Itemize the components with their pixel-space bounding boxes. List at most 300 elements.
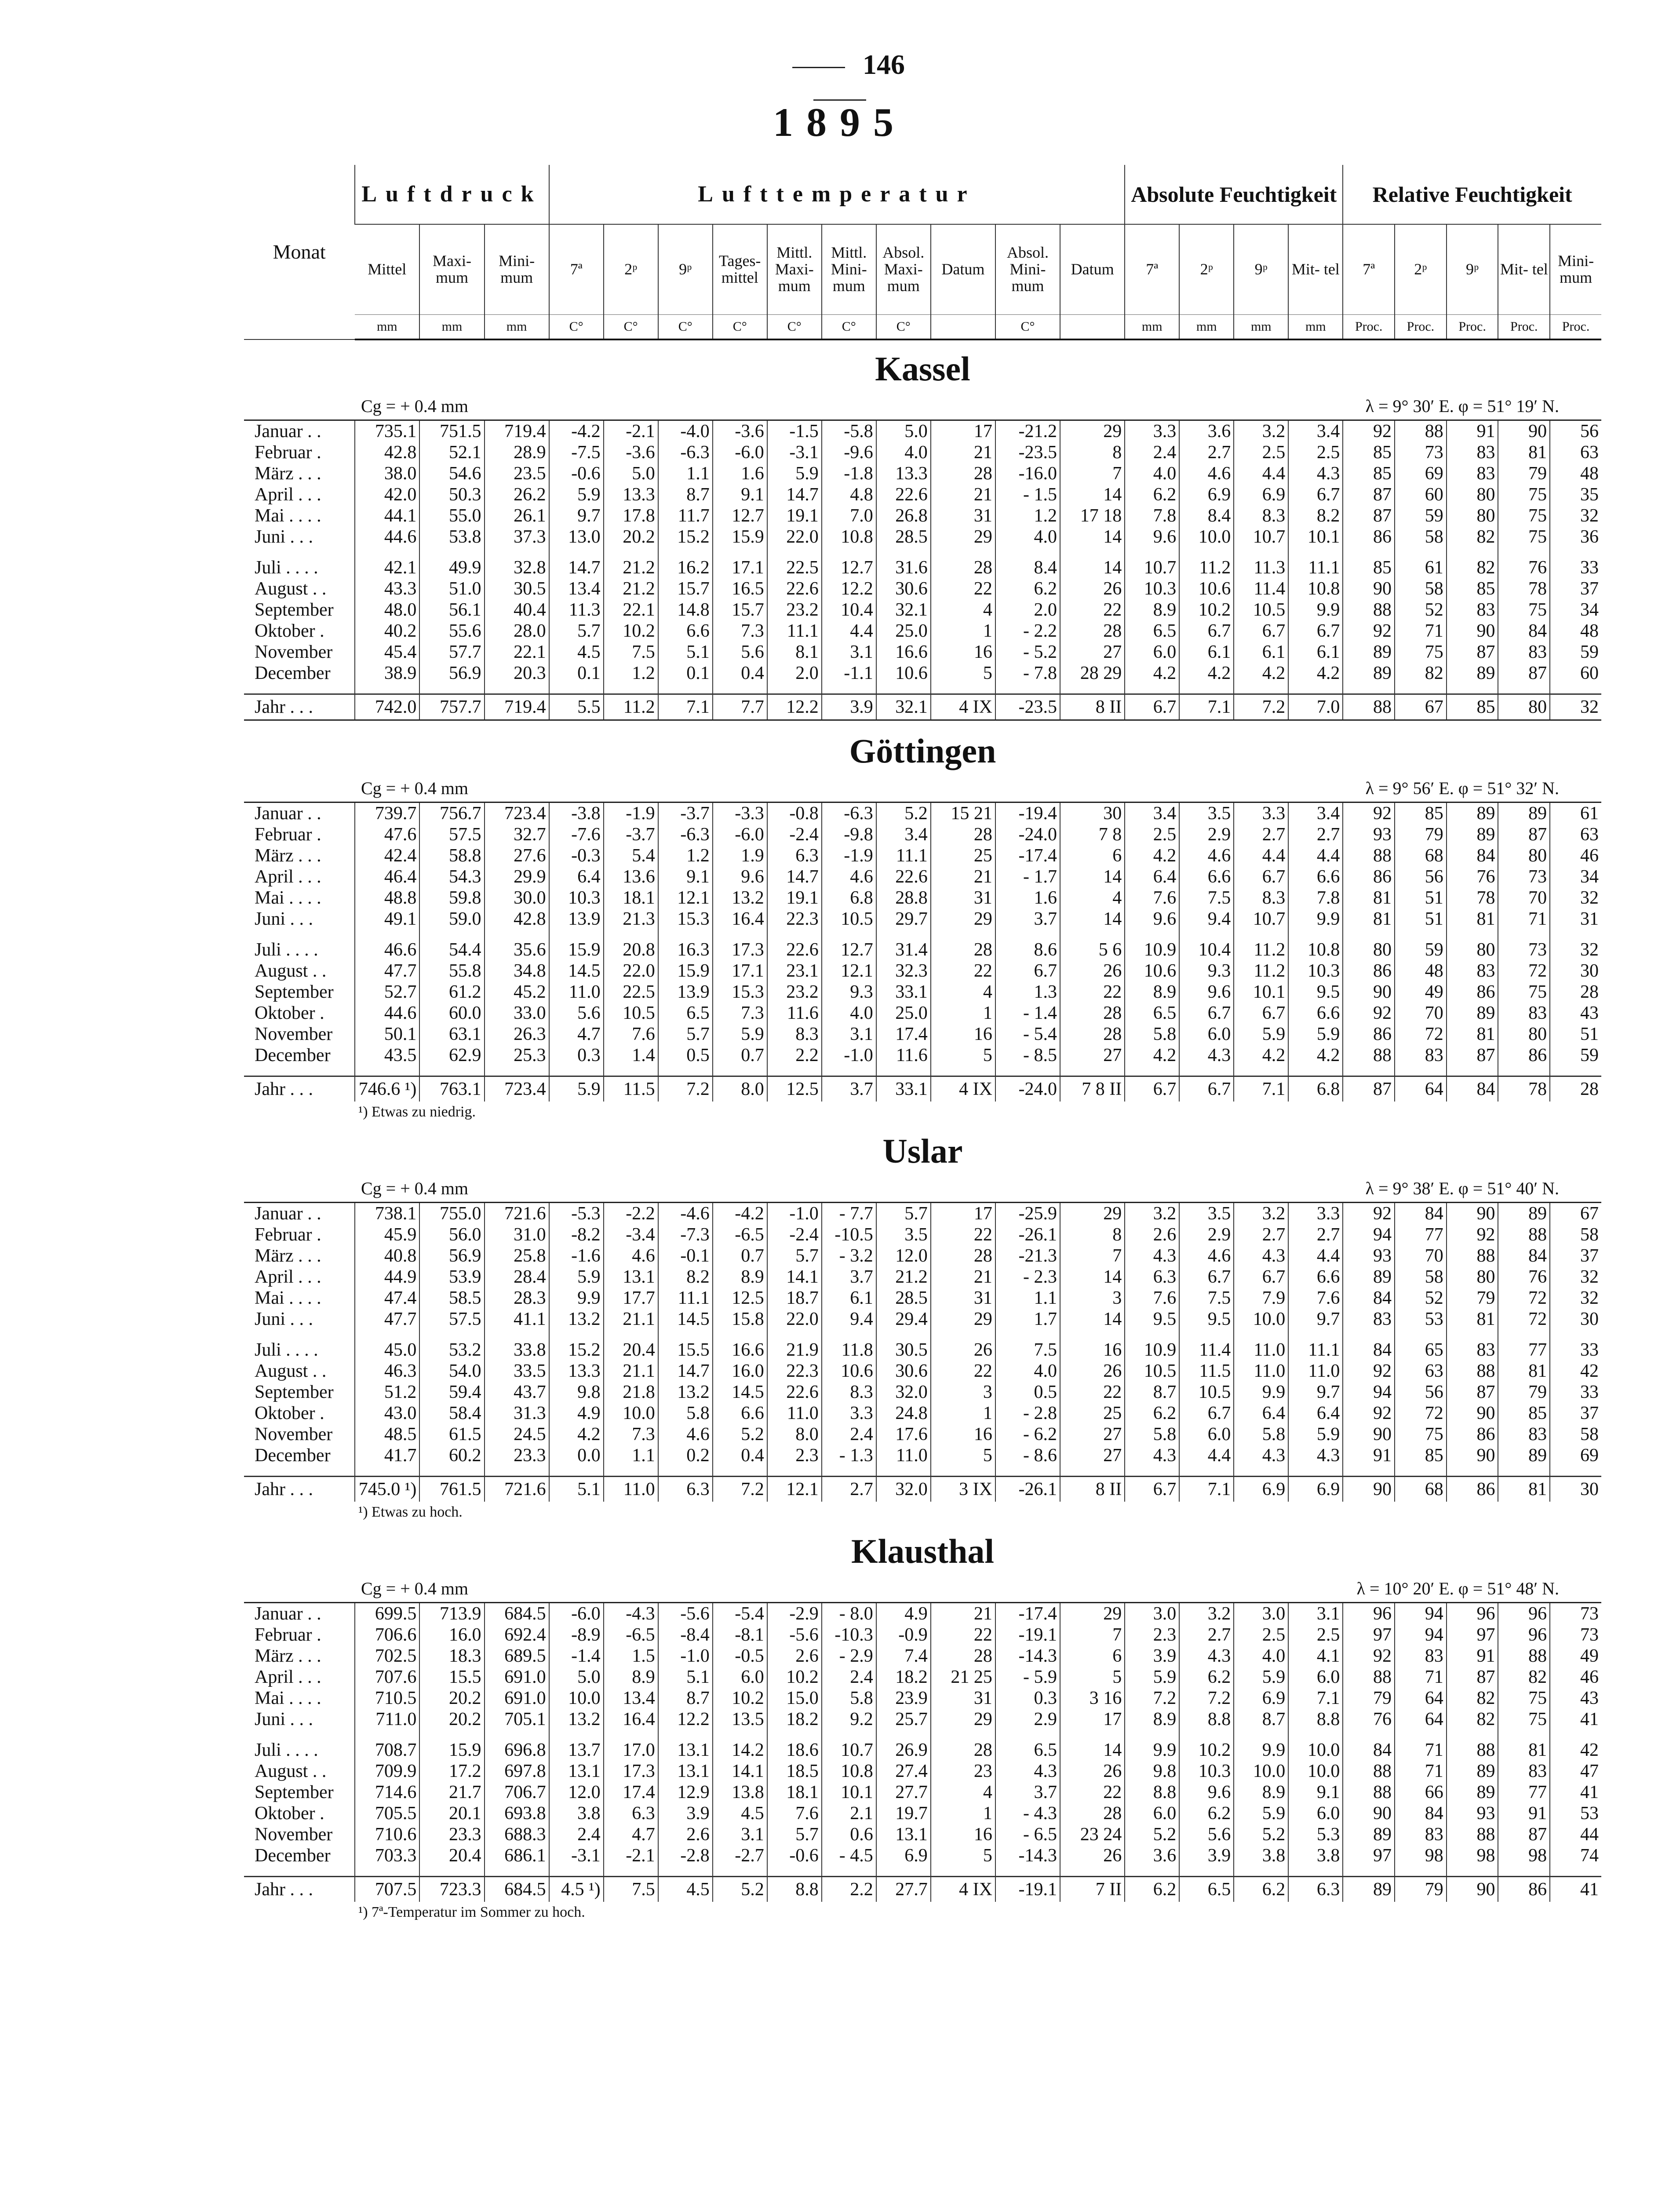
data-cell: 10.2 xyxy=(713,1688,767,1709)
data-cell: 81 xyxy=(1447,908,1498,930)
data-cell: 11.6 xyxy=(767,1003,822,1024)
data-cell: 26.8 xyxy=(876,505,931,526)
data-cell: 55.0 xyxy=(419,505,484,526)
data-cell: 18.6 xyxy=(767,1740,822,1761)
data-cell: 693.8 xyxy=(485,1803,549,1824)
data-cell: 7 xyxy=(1060,1624,1125,1645)
data-cell: 14 xyxy=(1060,484,1125,505)
data-cell: 22.6 xyxy=(767,939,822,960)
data-cell: 28.0 xyxy=(485,620,549,642)
month-label: Februar . xyxy=(255,442,321,463)
data-cell: 10.5 xyxy=(1125,1361,1179,1382)
data-cell: 708.7 xyxy=(355,1740,419,1761)
data-cell: 36 xyxy=(1550,526,1601,547)
data-cell: 6.1 xyxy=(1179,642,1234,663)
data-cell: 7.6 xyxy=(1125,887,1179,908)
data-cell: 47.6 xyxy=(355,824,419,845)
table-row xyxy=(244,484,1601,505)
data-cell: - 7.7 xyxy=(822,1203,876,1225)
data-cell: 27 xyxy=(1060,1445,1125,1466)
spacer-cell xyxy=(658,547,713,557)
data-cell: 38.0 xyxy=(355,463,419,484)
data-cell: 10.1 xyxy=(1288,526,1343,547)
data-cell: 10.1 xyxy=(1234,981,1288,1003)
data-cell: 30 xyxy=(1060,803,1125,824)
year-cell: 5.2 xyxy=(713,1877,767,1902)
spacer-cell xyxy=(658,684,713,694)
data-cell: 20.4 xyxy=(419,1845,484,1866)
data-cell: 11.1 xyxy=(658,1288,713,1309)
data-cell: -1.6 xyxy=(549,1245,604,1266)
data-cell: 17 xyxy=(1060,1709,1125,1730)
data-cell: 710.5 xyxy=(355,1688,419,1709)
data-cell: 13.3 xyxy=(876,463,931,484)
data-cell: 686.1 xyxy=(485,1845,549,1866)
month-label: Oktober . xyxy=(255,1403,324,1423)
data-cell: 3.6 xyxy=(1179,420,1234,442)
data-cell: 47 xyxy=(1550,1761,1601,1782)
data-cell: 11.0 xyxy=(1234,1361,1288,1382)
spacer-cell xyxy=(549,1466,604,1477)
data-cell: 4.4 xyxy=(1234,845,1288,866)
header-unit-col-0: mm xyxy=(355,315,419,340)
data-cell: 53 xyxy=(1550,1803,1601,1824)
year-cell: 79 xyxy=(1395,1877,1447,1902)
data-cell: 54.4 xyxy=(419,939,484,960)
data-cell: 15.9 xyxy=(549,939,604,960)
data-cell: 41.7 xyxy=(355,1445,419,1466)
year-cell: 7.2 xyxy=(658,1076,713,1102)
data-cell: -7.3 xyxy=(658,1224,713,1245)
spacer-cell xyxy=(485,1866,549,1877)
year-cell: 3.9 xyxy=(822,694,876,720)
data-cell: 51 xyxy=(1395,908,1447,930)
data-cell: -2.4 xyxy=(767,1224,822,1245)
data-cell: 3.1 xyxy=(822,642,876,663)
data-cell: 16.0 xyxy=(419,1624,484,1645)
data-cell: 56 xyxy=(1395,1382,1447,1403)
spacer-cell xyxy=(1125,1730,1179,1740)
data-cell: 2.5 xyxy=(1288,1624,1343,1645)
table-row xyxy=(244,908,1601,930)
data-cell: 89 xyxy=(1498,1445,1550,1466)
data-cell: 88 xyxy=(1343,845,1395,866)
data-cell: 15 21 xyxy=(931,803,995,824)
data-cell: 2.9 xyxy=(995,1709,1060,1730)
data-cell: 1.2 xyxy=(604,663,658,684)
data-cell: 4.4 xyxy=(1288,845,1343,866)
data-cell: 10.5 xyxy=(604,1003,658,1024)
data-cell: - 3.2 xyxy=(822,1245,876,1266)
data-cell: 4.0 xyxy=(995,1361,1060,1382)
data-cell: 21.7 xyxy=(419,1782,484,1803)
row-spacer xyxy=(244,1730,1601,1740)
data-cell: 3.5 xyxy=(1179,803,1234,824)
data-cell: 79 xyxy=(1447,1288,1498,1309)
data-cell: 5.7 xyxy=(658,1024,713,1045)
data-cell: 70 xyxy=(1498,887,1550,908)
data-cell: 98 xyxy=(1447,1845,1498,1866)
spacer-cell xyxy=(355,1866,419,1877)
station-coordinates: λ = 9° 30′ E. φ = 51° 19′ N. xyxy=(1365,396,1559,416)
data-cell: 18.2 xyxy=(767,1709,822,1730)
data-cell: 42 xyxy=(1550,1740,1601,1761)
data-cell: 42.8 xyxy=(355,442,419,463)
data-cell: 63 xyxy=(1550,442,1601,463)
data-cell: 76 xyxy=(1498,1266,1550,1288)
spacer-cell xyxy=(713,547,767,557)
spacer-cell xyxy=(1498,1066,1550,1076)
data-cell: 1 xyxy=(931,1403,995,1424)
data-cell: 6.1 xyxy=(1288,642,1343,663)
spacer-cell xyxy=(1447,1730,1498,1740)
data-cell: 3.2 xyxy=(1234,420,1288,442)
spacer-cell xyxy=(1343,547,1395,557)
month-label: Januar . . xyxy=(255,421,321,441)
data-cell: 87 xyxy=(1498,663,1550,684)
data-cell: 1.2 xyxy=(995,505,1060,526)
data-cell: 3.3 xyxy=(822,1403,876,1424)
data-cell: 22.1 xyxy=(604,599,658,620)
spacer-cell xyxy=(244,1730,355,1740)
data-cell: 46.6 xyxy=(355,939,419,960)
data-cell: 28 xyxy=(931,463,995,484)
year-cell: 86 xyxy=(1447,1477,1498,1502)
data-cell: 4.0 xyxy=(995,526,1060,547)
data-cell: 43.5 xyxy=(355,1045,419,1066)
data-cell: 14 xyxy=(1060,1266,1125,1288)
data-cell: 53.8 xyxy=(419,526,484,547)
data-cell: 4.6 xyxy=(1179,463,1234,484)
data-cell: 8.6 xyxy=(995,939,1060,960)
spacer-cell xyxy=(604,1866,658,1877)
spacer-cell xyxy=(658,1466,713,1477)
data-cell: 5.9 xyxy=(1125,1667,1179,1688)
data-cell: 13.0 xyxy=(549,526,604,547)
data-cell: 28 xyxy=(1060,1803,1125,1824)
data-cell: 703.3 xyxy=(355,1845,419,1866)
data-cell: 90 xyxy=(1447,1203,1498,1225)
spacer-cell xyxy=(485,547,549,557)
data-cell: 72 xyxy=(1395,1403,1447,1424)
data-cell: -3.3 xyxy=(713,803,767,824)
data-cell: 738.1 xyxy=(355,1203,419,1225)
year-cell: 28 xyxy=(1550,1076,1601,1102)
data-cell: 97 xyxy=(1447,1624,1498,1645)
data-cell: 13.1 xyxy=(658,1761,713,1782)
data-cell: 82 xyxy=(1447,1688,1498,1709)
data-cell: 88 xyxy=(1498,1645,1550,1667)
data-cell: 16.4 xyxy=(713,908,767,930)
month-label: November xyxy=(255,1424,333,1445)
data-cell: 4.2 xyxy=(549,1424,604,1445)
data-cell: 88 xyxy=(1447,1740,1498,1761)
data-cell: 5.0 xyxy=(549,1667,604,1688)
data-cell: 82 xyxy=(1447,1709,1498,1730)
spacer-cell xyxy=(355,930,419,939)
data-cell: 33.8 xyxy=(485,1339,549,1361)
year-cell: 6.8 xyxy=(1288,1076,1343,1102)
data-cell: 75 xyxy=(1498,505,1550,526)
year-cell: 27.7 xyxy=(876,1877,931,1902)
data-cell: 91 xyxy=(1343,1445,1395,1466)
data-cell: 7.3 xyxy=(713,1003,767,1024)
data-cell: 22 xyxy=(931,1224,995,1245)
spacer-cell xyxy=(604,1730,658,1740)
data-cell: 70 xyxy=(1395,1003,1447,1024)
data-cell: 2.6 xyxy=(1125,1224,1179,1245)
data-cell: 6.5 xyxy=(1125,620,1179,642)
data-cell: 37 xyxy=(1550,1403,1601,1424)
data-cell: 22.3 xyxy=(767,908,822,930)
data-cell: 3.9 xyxy=(1179,1845,1234,1866)
station-constants-row xyxy=(244,1576,1601,1603)
data-cell: 94 xyxy=(1343,1224,1395,1245)
year-cell: 7.7 xyxy=(713,694,767,720)
year-total-row xyxy=(244,1076,1601,1102)
data-cell: 91 xyxy=(1447,420,1498,442)
spacer-cell xyxy=(658,1330,713,1339)
data-cell: 90 xyxy=(1498,420,1550,442)
data-cell: 21.1 xyxy=(604,1361,658,1382)
year-cell: 85 xyxy=(1447,694,1498,720)
data-cell: 17.3 xyxy=(713,939,767,960)
year-cell: 87 xyxy=(1343,1076,1395,1102)
station-coordinates: λ = 10° 20′ E. φ = 51° 48′ N. xyxy=(1356,1579,1559,1598)
data-cell: 5.9 xyxy=(1288,1424,1343,1445)
data-cell: 10.5 xyxy=(822,908,876,930)
data-cell: 81 xyxy=(1447,1024,1498,1045)
spacer-cell xyxy=(604,684,658,694)
spacer-cell xyxy=(1343,684,1395,694)
year-cell: 4.5 ¹) xyxy=(549,1877,604,1902)
data-cell: 0.3 xyxy=(549,1045,604,1066)
data-cell: 42.0 xyxy=(355,484,419,505)
data-cell: 90 xyxy=(1343,578,1395,599)
data-cell: 13.9 xyxy=(549,908,604,930)
data-cell: 11.3 xyxy=(549,599,604,620)
year-cell: 32 xyxy=(1550,694,1601,720)
spacer-cell xyxy=(244,1330,355,1339)
spacer-cell xyxy=(355,1466,419,1477)
data-cell: 31 xyxy=(931,1288,995,1309)
data-cell: 21 xyxy=(931,1266,995,1288)
spacer-cell xyxy=(1179,1330,1234,1339)
year-cell: 719.4 xyxy=(485,694,549,720)
station-constants-row xyxy=(244,1175,1601,1203)
data-cell: 12.2 xyxy=(658,1709,713,1730)
data-cell: 86 xyxy=(1498,1045,1550,1066)
data-cell: 9.9 xyxy=(549,1288,604,1309)
data-cell: 89 xyxy=(1498,1203,1550,1225)
data-cell: 23.3 xyxy=(485,1445,549,1466)
data-cell: 43 xyxy=(1550,1688,1601,1709)
table-row xyxy=(244,578,1601,599)
data-cell: 4.4 xyxy=(1234,463,1288,484)
data-cell: 32.7 xyxy=(485,824,549,845)
data-cell: 86 xyxy=(1343,1024,1395,1045)
data-cell: 9.9 xyxy=(1234,1740,1288,1761)
data-cell: 86 xyxy=(1447,1424,1498,1445)
data-cell: 90 xyxy=(1343,1424,1395,1445)
data-cell: 8.9 xyxy=(1234,1782,1288,1803)
table-row xyxy=(244,887,1601,908)
data-cell: 11.0 xyxy=(1288,1361,1343,1382)
data-cell: 9.5 xyxy=(1179,1309,1234,1330)
year-cell: 4 IX xyxy=(931,1877,995,1902)
data-cell: 7.9 xyxy=(1234,1288,1288,1309)
data-cell: -16.0 xyxy=(995,463,1060,484)
data-cell: 705.1 xyxy=(485,1709,549,1730)
data-cell: 46.3 xyxy=(355,1361,419,1382)
spacer-cell xyxy=(355,1330,419,1339)
table-row xyxy=(244,620,1601,642)
spacer-cell xyxy=(549,1066,604,1076)
data-cell: 10.8 xyxy=(1288,939,1343,960)
data-cell: 2.7 xyxy=(1234,1224,1288,1245)
data-cell: 87 xyxy=(1447,1045,1498,1066)
data-cell: 4.3 xyxy=(1288,1445,1343,1466)
spacer-cell xyxy=(1395,1866,1447,1877)
header-unit-col-8: C° xyxy=(822,315,876,340)
data-cell: 82 xyxy=(1447,526,1498,547)
table-row xyxy=(244,442,1601,463)
spacer-cell xyxy=(1288,684,1343,694)
spacer-cell xyxy=(713,1066,767,1076)
data-cell: 13.7 xyxy=(549,1740,604,1761)
data-cell: 11.3 xyxy=(1234,557,1288,578)
data-cell: -3.1 xyxy=(549,1845,604,1866)
spacer-cell xyxy=(1125,930,1179,939)
data-cell: 17.4 xyxy=(876,1024,931,1045)
station-coordinates: λ = 9° 56′ E. φ = 51° 32′ N. xyxy=(1365,778,1559,798)
data-cell: 3.4 xyxy=(1288,420,1343,442)
spacer-cell xyxy=(549,547,604,557)
spacer-cell xyxy=(419,1730,484,1740)
data-cell: 21.8 xyxy=(604,1382,658,1403)
data-cell: 2.9 xyxy=(1179,824,1234,845)
data-cell: 3.4 xyxy=(876,824,931,845)
data-cell: 9.6 xyxy=(1179,981,1234,1003)
header-sub-col-6: Tages- mittel xyxy=(713,224,767,315)
data-cell: -3.7 xyxy=(658,803,713,824)
data-cell: 6 xyxy=(1060,845,1125,866)
data-cell: 9.5 xyxy=(1125,1309,1179,1330)
header-sub-col-15: 9ᵖ xyxy=(1234,224,1288,315)
spacer-cell xyxy=(822,930,876,939)
data-cell: 30.6 xyxy=(876,1361,931,1382)
month-label: August . . xyxy=(255,579,327,599)
spacer-cell xyxy=(549,1730,604,1740)
data-cell: 69 xyxy=(1395,463,1447,484)
data-cell: -0.6 xyxy=(549,463,604,484)
data-cell: 27 xyxy=(1060,642,1125,663)
data-cell: 15.8 xyxy=(713,1309,767,1330)
data-cell: 1.1 xyxy=(604,1445,658,1466)
data-cell: -8.4 xyxy=(658,1624,713,1645)
spacer-cell xyxy=(1343,1066,1395,1076)
month-label: März . . . xyxy=(255,1646,321,1666)
spacer-cell xyxy=(1498,1730,1550,1740)
header-sub-col-0: Mittel xyxy=(368,260,407,278)
data-cell: 6.7 xyxy=(1288,484,1343,505)
data-cell: 6 xyxy=(1060,1645,1125,1667)
data-cell: 69 xyxy=(1550,1445,1601,1466)
data-cell: 19.7 xyxy=(876,1803,931,1824)
data-cell: 71 xyxy=(1395,1667,1447,1688)
table-row xyxy=(244,1688,1601,1709)
data-cell: 0.3 xyxy=(995,1688,1060,1709)
data-cell: 57.5 xyxy=(419,1309,484,1330)
data-cell: 75 xyxy=(1498,526,1550,547)
data-cell: -21.3 xyxy=(995,1245,1060,1266)
spacer-cell xyxy=(876,930,931,939)
table-row xyxy=(244,960,1601,981)
data-cell: 8.2 xyxy=(658,1266,713,1288)
data-cell: 85 xyxy=(1447,578,1498,599)
data-cell: 6.2 xyxy=(1179,1667,1234,1688)
data-cell: 9.6 xyxy=(1179,1782,1234,1803)
data-cell: 23.9 xyxy=(876,1688,931,1709)
data-cell: 16.3 xyxy=(658,939,713,960)
data-cell: 14.7 xyxy=(658,1361,713,1382)
year-cell: 12.1 xyxy=(767,1477,822,1502)
data-cell: 97 xyxy=(1343,1624,1395,1645)
data-cell: 6.7 xyxy=(1234,1003,1288,1024)
data-cell: -5.4 xyxy=(713,1603,767,1625)
data-cell: -8.2 xyxy=(549,1224,604,1245)
data-cell: 34 xyxy=(1550,599,1601,620)
data-cell: 4.6 xyxy=(604,1245,658,1266)
data-cell: -4.0 xyxy=(658,420,713,442)
data-cell: 20.2 xyxy=(419,1688,484,1709)
data-cell: 22.3 xyxy=(767,1361,822,1382)
month-label: August . . xyxy=(255,1761,327,1781)
data-cell: 2.6 xyxy=(658,1824,713,1845)
data-cell: 54.3 xyxy=(419,866,484,887)
month-label: Juni . . . xyxy=(255,909,313,929)
data-cell: 4.0 xyxy=(1125,463,1179,484)
data-cell: 8.9 xyxy=(713,1266,767,1288)
spacer-cell xyxy=(767,1866,822,1877)
data-cell: 4.9 xyxy=(549,1403,604,1424)
data-cell: -9.8 xyxy=(822,824,876,845)
data-cell: 46.4 xyxy=(355,866,419,887)
station-title-row xyxy=(244,722,1601,775)
data-cell: 48 xyxy=(1550,463,1601,484)
page-year: 1895 xyxy=(773,100,907,145)
spacer-cell xyxy=(822,1866,876,1877)
spacer-cell xyxy=(1550,1466,1601,1477)
spacer-cell xyxy=(713,684,767,694)
data-cell: 98 xyxy=(1395,1845,1447,1866)
data-cell: -7.5 xyxy=(549,442,604,463)
data-cell: 2.6 xyxy=(767,1645,822,1667)
data-cell: 71 xyxy=(1395,1740,1447,1761)
data-cell: 83 xyxy=(1395,1824,1447,1845)
data-cell: 8 xyxy=(1060,442,1125,463)
data-cell: 59 xyxy=(1395,939,1447,960)
data-cell: 92 xyxy=(1343,803,1395,824)
data-cell: 61.2 xyxy=(419,981,484,1003)
spacer-cell xyxy=(355,1066,419,1076)
year-cell: 68 xyxy=(1395,1477,1447,1502)
data-cell: 80 xyxy=(1447,1266,1498,1288)
year-cell: 89 xyxy=(1343,1877,1395,1902)
data-cell: 13.1 xyxy=(549,1761,604,1782)
data-cell: -6.0 xyxy=(713,442,767,463)
data-cell: 7.5 xyxy=(1179,887,1234,908)
